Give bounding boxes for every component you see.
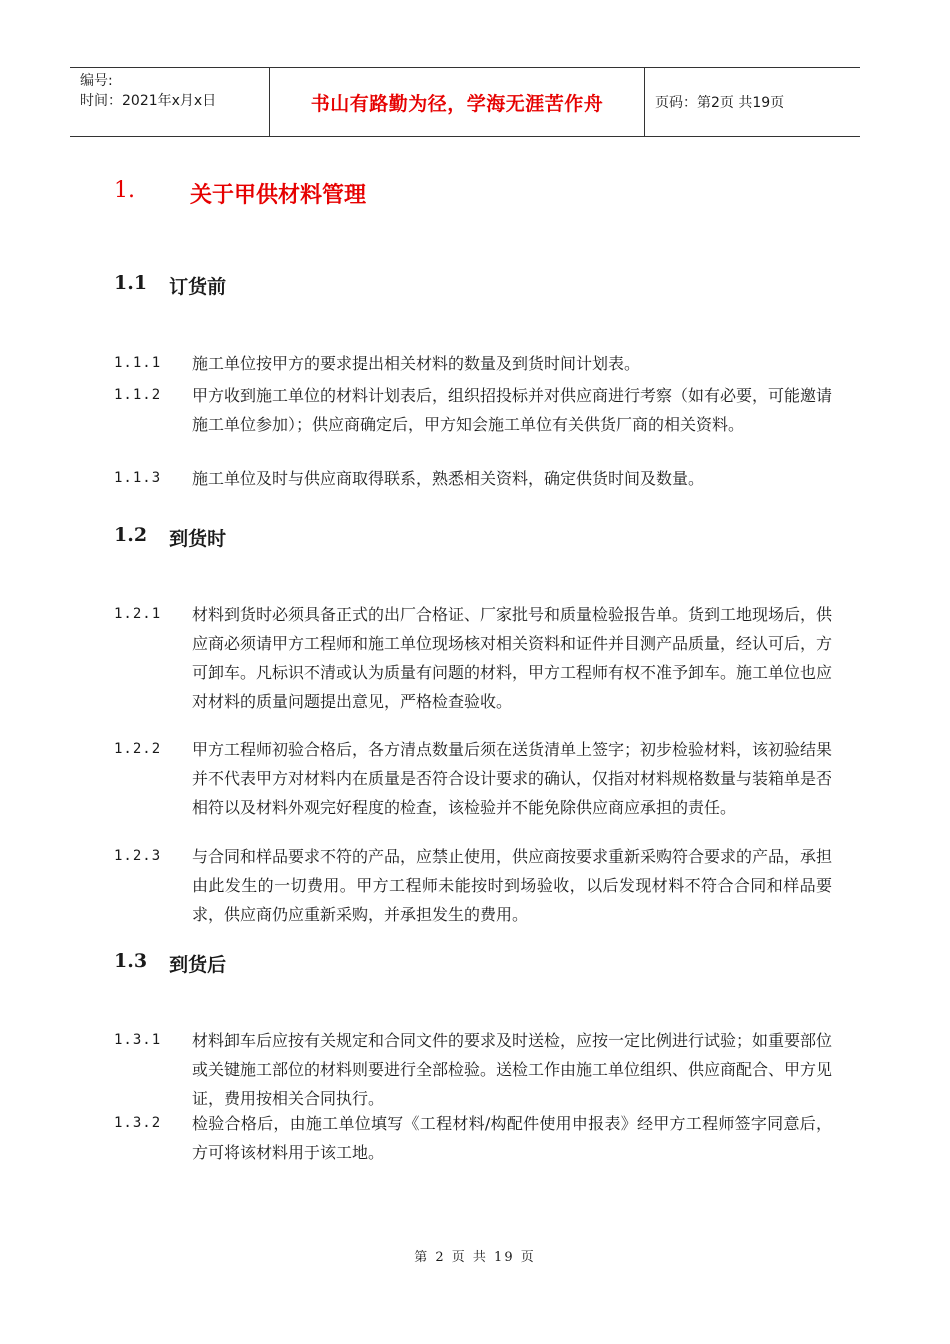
header-meta: [70, 68, 270, 136]
item-number: 1.1.2: [114, 387, 162, 403]
item-text: 施工单位按甲方的要求提出相关材料的数量及到货时间计划表。: [192, 354, 641, 373]
subsection-heading-1-2: [114, 524, 226, 551]
item-text: 施工单位及时与供应商取得联系，熟悉相关资料，确定供货时间及数量。: [192, 469, 705, 488]
item-number: 1.1.1: [114, 355, 162, 371]
item-number: 1.2.2: [114, 741, 162, 757]
list-item-1-1-1: [114, 349, 832, 378]
subsection-number: 1.1: [114, 272, 148, 294]
item-text: 与合同和样品要求不符的产品，应禁止使用，供应商按要求重新采购符合要求的产品，承担由此发生的一切费用。甲方工程师未能按时到场验收，以后发现材料不符合合同和样品要求，供应商仍应重新采购，并承担发生的费用。: [192, 847, 833, 924]
item-number: 1.3.2: [114, 1115, 162, 1131]
list-item-1-2-1: [114, 600, 832, 716]
page-header: [70, 67, 860, 137]
list-item-1-3-2: [114, 1109, 832, 1167]
page-footer: 第 2 页 共 19 页: [414, 1250, 536, 1265]
list-item-1-2-3: [114, 842, 832, 929]
list-item-1-3-1: [114, 1026, 832, 1113]
subsection-title: 到货时: [169, 528, 227, 550]
document-time-label: 时间：2021年x月x日: [80, 93, 217, 109]
section-heading: [114, 178, 366, 209]
subsection-title: 订货前: [169, 276, 227, 298]
list-item-1-1-2: [114, 381, 832, 439]
subsection-number: 1.2: [114, 524, 148, 546]
item-number: 1.1.3: [114, 470, 162, 486]
item-text: 检验合格后，由施工单位填写《工程材料/构配件使用申报表》经甲方工程师签字同意后，方可将该材料用于该工地。: [192, 1114, 832, 1162]
section-number: 1.: [114, 178, 135, 203]
section-title: 关于甲供材料管理: [190, 183, 367, 208]
item-text: 材料到货时必须具备正式的出厂合格证、厂家批号和质量检验报告单。货到工地现场后，供应商必须请甲方工程师和施工单位现场核对相关资料和证件并目测产品质量，经认可后，方可卸车。凡标识不清或认为质量有问题的材料，甲方工程师有权不准予卸车。施工单位也应对材料的质量问题提出意见，严格检查验收。: [192, 605, 833, 711]
document-number-label: 编号:: [80, 73, 113, 89]
header-motto: 书山有路勤为径，学海无涯苦作舟: [270, 68, 645, 136]
subsection-heading-1-3: [114, 950, 226, 977]
subsection-title: 到货后: [169, 954, 227, 976]
list-item-1-1-3: [114, 464, 832, 493]
header-page-label: 页码：第2页 共19页: [655, 95, 785, 111]
subsection-heading-1-1: [114, 272, 226, 299]
item-text: 材料卸车后应按有关规定和合同文件的要求及时送检，应按一定比例进行试验；如重要部位或关键施工部位的材料则要进行全部检验。送检工作由施工单位组织、供应商配合、甲方见证，费用按相关合同执行。: [192, 1031, 833, 1108]
item-number: 1.2.3: [114, 848, 162, 864]
subsection-number: 1.3: [114, 950, 148, 972]
item-number: 1.2.1: [114, 606, 162, 622]
item-text: 甲方收到施工单位的材料计划表后，组织招投标并对供应商进行考察（如有必要，可能邀请施工单位参加）；供应商确定后，甲方知会施工单位有关供货厂商的相关资料。: [192, 386, 833, 434]
item-number: 1.3.1: [114, 1032, 162, 1048]
item-text: 甲方工程师初验合格后，各方清点数量后须在送货清单上签字；初步检验材料，该初验结果并不代表甲方对材料内在质量是否符合设计要求的确认，仅指对材料规格数量与装箱单是否相符以及材料外观完好程度的检查，该检验并不能免除供应商应承担的责任。: [192, 740, 833, 817]
list-item-1-2-2: [114, 735, 832, 822]
